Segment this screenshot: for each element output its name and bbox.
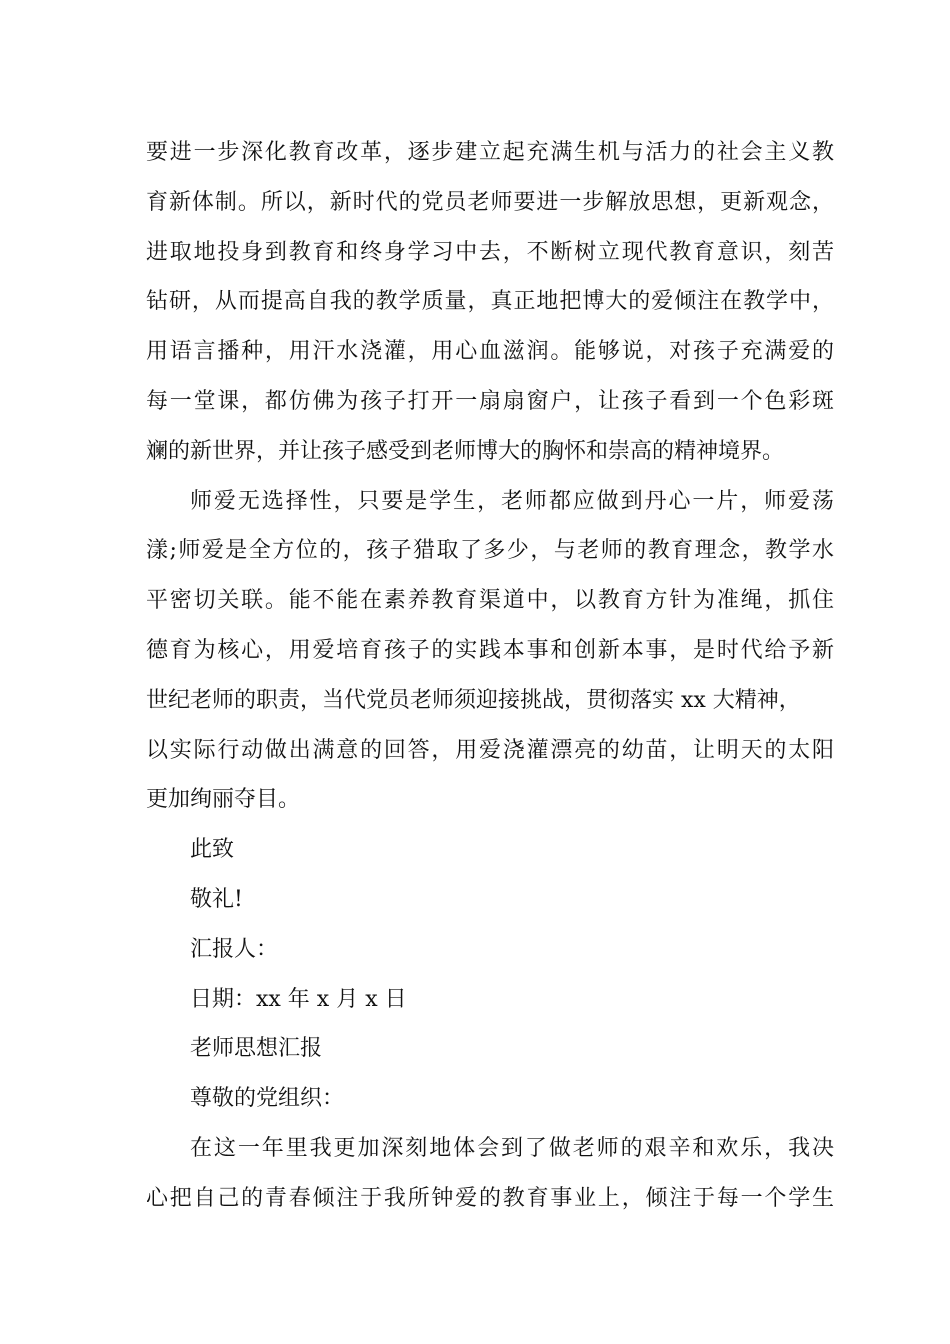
document-body — [146, 128, 834, 1224]
text-line: 以实际行动做出满意的回答，用爱浇灌漂亮的幼苗，让明天的太阳 — [146, 737, 834, 763]
text-line: 育新体制。所以，新时代的党员老师要进一步解放思想，更新观念， — [146, 189, 834, 215]
text-line: 世纪老师的职责，当代党员老师须迎接挑战，贯彻落实 xx 大精神， — [146, 687, 801, 713]
text-line: 平密切关联。能不能在素养教育渠道中，以教育方针为准绳，抓住 — [146, 588, 834, 614]
text-line: 心把自己的青春倾注于我所钟爱的教育事业上，倾注于每一个学生 — [146, 1185, 834, 1211]
date-line: 日期：xx 年 x 月 x 日 — [190, 986, 407, 1012]
closing-salutation: 此致 — [190, 837, 235, 863]
greeting: 尊敬的党组织： — [190, 1086, 345, 1112]
closing-regards: 敬礼! — [190, 886, 243, 912]
text-line: 钻研，从而提高自我的教学质量，真正地把博大的爱倾注在教学中， — [146, 289, 834, 315]
text-line: 更加绚丽夺目。 — [146, 787, 301, 813]
text-line: 进取地投身到教育和终身学习中去，不断树立现代教育意识，刻苦 — [146, 239, 834, 265]
text-line: 要进一步深化教育改革，逐步建立起充满生机与活力的社会主义教 — [146, 140, 834, 165]
text-line: 斓的新世界，并让孩子感受到老师博大的胸怀和崇高的精神境界。 — [146, 438, 785, 464]
text-line: 德育为核心，用爱培育孩子的实践本事和创新本事，是时代给予新 — [146, 637, 834, 663]
text-line: 师爱无选择性，只要是学生，老师都应做到丹心一片，师爱荡 — [190, 488, 834, 514]
text-line: 每一堂课，都仿佛为孩子打开一扇扇窗户，让孩子看到一个色彩斑 — [146, 388, 834, 414]
text-line: 漾;师爱是全方位的，孩子猎取了多少，与老师的教育理念，教学水 — [146, 538, 834, 564]
text-line: 用语言播种，用汗水浇灌，用心血滋润。能够说，对孩子充满爱的 — [146, 339, 834, 365]
section-title: 老师思想汇报 — [190, 1036, 323, 1062]
text-line: 在这一年里我更加深刻地体会到了做老师的艰辛和欢乐，我决 — [190, 1135, 834, 1161]
reporter-label: 汇报人： — [190, 936, 279, 962]
